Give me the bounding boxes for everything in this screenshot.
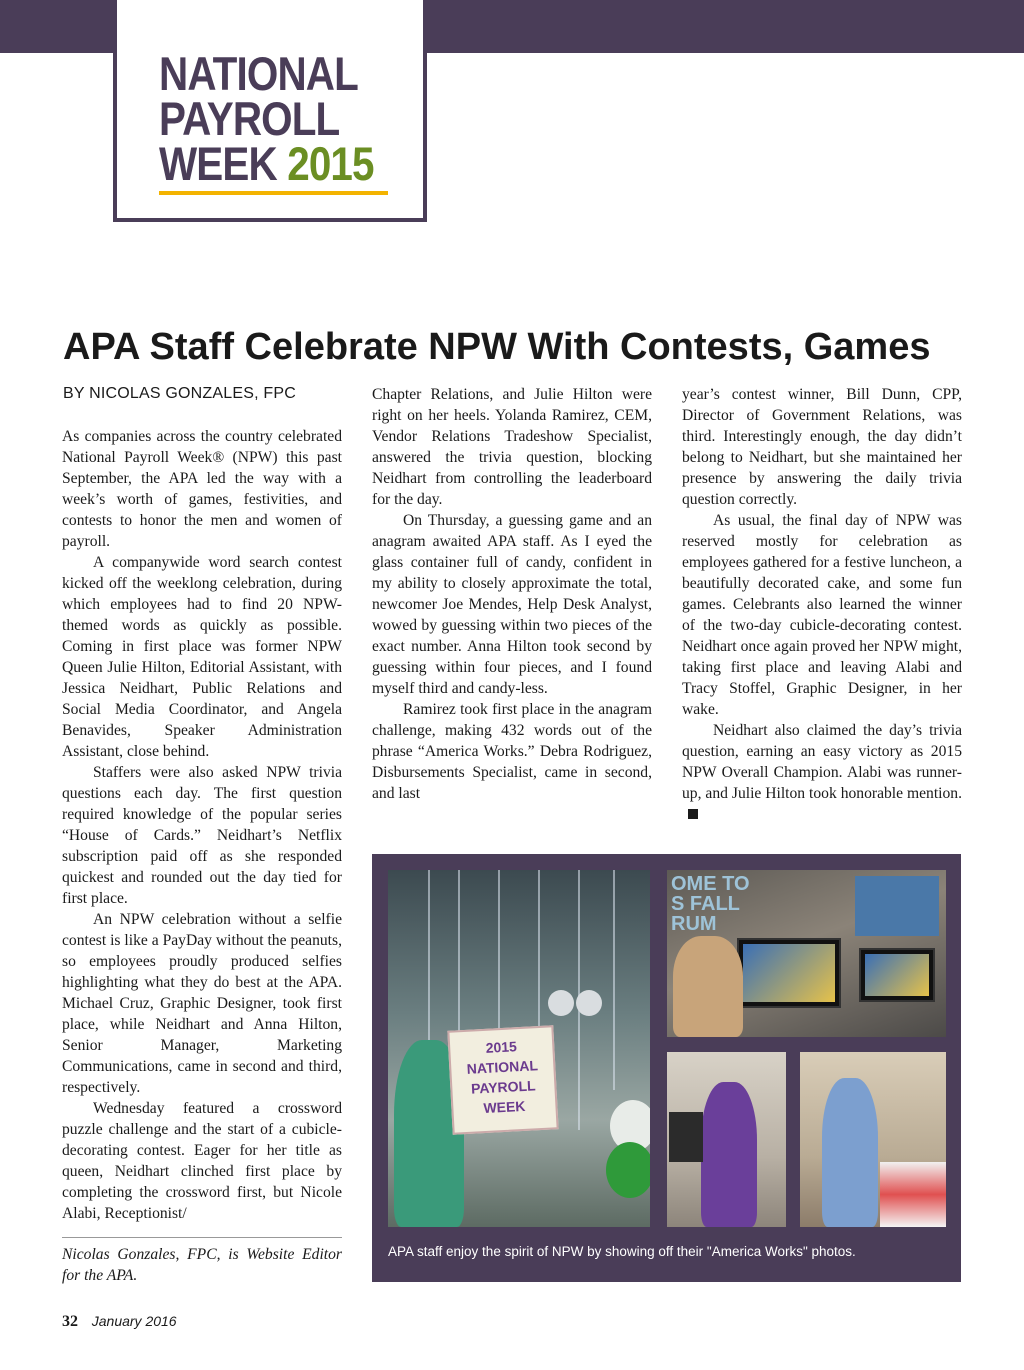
npw-logo [113,0,427,222]
wall-poster [855,876,939,936]
photo-panel [372,854,961,1282]
balloon [548,990,574,1016]
photo-npw-sign-celebration [388,870,650,1227]
photo-staff-seated [667,1052,786,1227]
paragraph: year’s contest winner, Bill Dunn, CPP, Director of Government Relations, was third. Interestingly enough, the day didn’t belong to Neidhart, but she maintained her presence by answering the daily trivia question correctly. [682,386,962,508]
paragraph: An NPW celebration without a selfie contest is like a PayDay without the peanuts, so employees proudly produced selfies highlighting what they do best at the APA. Michael Cruz, Graphic Designer, took first place, while Neidhart and Anna Hilton, Senior Manager, Marketing Communications, came in second and third, respectively. [62,911,342,1096]
logo-line-week [159,137,374,190]
end-of-article-mark [688,809,698,819]
paragraph: On Thursday, a guessing game and an anagram awaited APA staff. As I eyed the glass container full of candy, confident in my ability to closely approximate the total, newcomer Joe Mendes, Help Desk Analyst, wowed by guessing within two pieces of the exact number. Anna Hilton took second by guessing within four pieces, and I found myself third and candy-less. [372,512,652,697]
paragraph: A companywide word search contest kicked off the weeklong celebration, during which employees had to find 20 NPW-themed words as quickly as possible. Coming in first place was former NPW Queen Julie Hilton, Editorial Assistant, with Jessica Neidhart, Public Relations and Social Media Coordinator, and Angela Benavides, Speaker Administration Assistant, close behind. [62,554,342,760]
paragraph: Ramirez took first place in the anagram challenge, making 432 words out of the phrase “America Works.” Debra Rodriguez, Disbursements Specialist, came in second, and last [372,701,652,802]
staff-person [701,1082,757,1227]
article-column-1 [62,426,342,1224]
photo-desk-with-monitors [667,870,946,1037]
office-chair [669,1112,703,1162]
balloon [606,1142,650,1198]
bio-divider [62,1237,342,1238]
monitor-screen [865,954,929,996]
staff-person [673,936,743,1037]
page-number: 32 [62,1313,78,1330]
page-footer [62,1313,177,1331]
article-column-3 [682,384,962,825]
logo-year: 2015 [287,137,374,190]
staff-person [822,1078,878,1227]
poster-text: S FALL [671,893,740,915]
article-byline: BY NICOLAS GONZALES, FPC [63,385,297,402]
paragraph: As companies across the country celebrated National Payroll Week® (NPW) this past September, the APA led the way with a week’s worth of games, festivities, and contests to honor the men and women of payroll. [62,428,342,550]
photo-staff-with-cupcakes [800,1052,946,1227]
npw-poster-sign [447,1025,558,1134]
logo-line-national: NATIONAL [159,47,358,100]
logo-word-week: WEEK [159,137,277,190]
paragraph: Chapter Relations, and Julie Hilton were right on her heels. Yolanda Ramirez, CEM, Vendor Relations Tradeshow Specialist, answered the trivia question, blocking Neidhart from controlling the leaderboard for the day. [372,386,652,508]
issue-date: January 2016 [91,1313,177,1329]
article-column-2 [372,384,652,804]
computer-monitor [737,938,841,1008]
paragraph: As usual, the final day of NPW was reserved mostly for celebration as employees gathered for a festive luncheon, a beautifully decorated cake, and some fun games. Celebrants also learned the winner of the two-day cubicle-decorating contest. Neidhart once again proved her NPW might, taking first place and leaving Alabi and Tracy Stoffel, Graphic Designer, in her wake. [682,512,962,718]
author-bio: Nicolas Gonzales, FPC, is Website Editor for the APA. [62,1246,342,1284]
photo-caption: APA staff enjoy the spirit of NPW by showing off their "America Works" photos. [388,1244,856,1259]
poster-text: OME TO [671,873,750,895]
paragraph: Staffers were also asked NPW trivia questions each day. The first question required knowledge of the popular series “House of Cards.” Neidhart’s Netflix subscription paid off as she responded quickest and rounded out the day tied for first place. [62,764,342,907]
article-headline: APA Staff Celebrate NPW With Contests, Games [63,326,931,368]
sign-line: WEEK [483,1097,526,1117]
sign-line: NATIONAL [466,1057,539,1077]
cupcake-tower [880,1162,946,1227]
paragraph [682,720,962,825]
paragraph-text: Neidhart also claimed the day’s trivia question, earning an easy victory as 2015 NPW Overall Champion. Alabi was runner-up, and Julie Hilton took honorable mention. [682,722,962,802]
computer-monitor [859,948,935,1002]
logo-underline [159,191,388,195]
logo-line-payroll: PAYROLL [159,92,340,145]
sign-line: PAYROLL [470,1077,537,1097]
tinsel-decoration [613,870,615,1090]
paragraph: Wednesday featured a crossword puzzle challenge and the start of a cubicle-decorating contest. Eager for her title as queen, Neidhart clinched first place by completing the crossword first, but Nicole Alabi, Receptionist/ [62,1100,342,1222]
poster-text: RUM [671,913,717,935]
balloon [576,990,602,1016]
monitor-screen [743,944,835,1002]
sign-year: 2015 [485,1038,518,1056]
